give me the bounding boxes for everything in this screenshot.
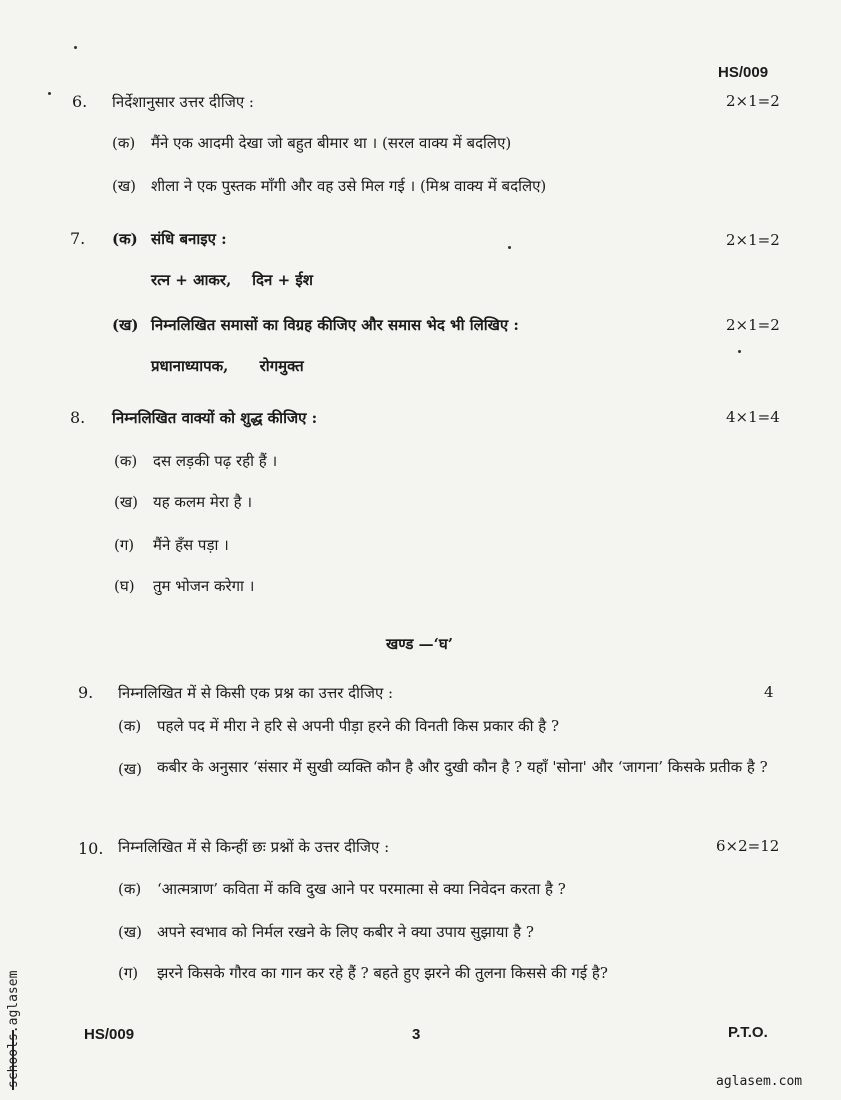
- sub-question-text: दस लड़की पढ़ रही हैं ।: [153, 452, 278, 470]
- page-number: 3: [412, 1026, 421, 1043]
- question-number: 9.: [78, 683, 94, 702]
- question-marks: 2×1=2: [726, 92, 780, 110]
- scan-mark: [508, 246, 511, 249]
- sub-question-text: मैंने एक आदमी देखा जो बहुत बीमार था । (सरल वाक्य में बदलिए): [151, 134, 512, 152]
- sub-question-label: (ख): [112, 316, 139, 334]
- sub-question-label: (ख): [118, 923, 142, 941]
- sandhi-items: रत्न + आकर, दिन + ईश: [151, 271, 313, 289]
- sub-question-text: पहले पद में मीरा ने हरि से अपनी पीड़ा हरने की विनती किस प्रकार की है ?: [157, 717, 560, 735]
- question-marks: 2×1=2: [726, 316, 780, 334]
- pto-label: P.T.O.: [728, 1024, 768, 1041]
- sub-question-label: (क): [118, 717, 142, 735]
- sub-question-label: (ग): [118, 964, 139, 982]
- scan-mark: [48, 92, 51, 95]
- sub-question-label: (क): [112, 134, 136, 152]
- side-watermark: schools.aglasem: [6, 970, 21, 1088]
- sub-question-label: (क): [118, 880, 142, 898]
- scan-mark: [74, 46, 77, 49]
- sub-question-text: झरने किसके गौरव का गान कर रहे हैं ? बहते हुए झरने की तुलना किससे की गई है?: [157, 964, 608, 982]
- question-marks: 6×2=12: [716, 837, 780, 855]
- section-title: खण्ड —‘घ’: [386, 635, 453, 653]
- question-instruction: निम्नलिखित वाक्यों को शुद्ध कीजिए :: [112, 409, 318, 427]
- sub-question-label: (ख): [112, 177, 136, 195]
- question-instruction: निम्नलिखित में से किन्हीं छः प्रश्नों के उत्तर दीजिए :: [118, 838, 390, 856]
- sub-question-text: शीला ने एक पुस्तक माँगी और वह उसे मिल गई । (मिश्र वाक्य में बदलिए): [151, 177, 547, 195]
- footer-paper-code: HS/009: [84, 1026, 135, 1043]
- sub-question-label: (ख): [114, 493, 138, 511]
- question-marks: 4: [764, 683, 774, 701]
- question-marks: 4×1=4: [726, 408, 780, 426]
- sub-question-text: मैंने हँस पड़ा ।: [153, 536, 229, 554]
- question-number: 6.: [72, 92, 88, 111]
- question-marks: 2×1=2: [726, 231, 780, 249]
- question-instruction: निर्देशानुसार उत्तर दीजिए :: [112, 93, 254, 111]
- sub-question-label: (ख): [118, 760, 142, 778]
- sub-question-text: ‘आत्मत्राण’ कविता में कवि दुख आने पर परमात्मा से क्या निवेदन करता है ?: [157, 880, 566, 898]
- samas-items: प्रधानाध्यापक, रोगमुक्त: [151, 357, 304, 375]
- question-instruction: संधि बनाइए :: [151, 230, 227, 248]
- paper-code: HS/009: [718, 64, 769, 81]
- question-instruction: निम्नलिखित में से किसी एक प्रश्न का उत्तर दीजिए :: [118, 684, 394, 702]
- question-number: 10.: [78, 839, 104, 858]
- scan-mark: [738, 350, 741, 353]
- sub-question-text: कबीर के अनुसार ‘संसार में सुखी व्यक्ति कौन है और दुखी कौन है ? यहाँ 'सोना' और ‘जागना’ किसके प्रतीक है ?: [157, 758, 768, 776]
- question-number: 7.: [70, 229, 86, 248]
- sub-question-text: यह कलम मेरा है ।: [153, 493, 253, 511]
- sub-question-label: (घ): [114, 577, 135, 595]
- sub-question-label: (क): [112, 230, 138, 248]
- sub-question-text: अपने स्वभाव को निर्मल रखने के लिए कबीर ने क्या उपाय सुझाया है ?: [157, 923, 534, 941]
- question-number: 8.: [70, 408, 86, 427]
- question-instruction: निम्नलिखित समासों का विग्रह कीजिए और समास भेद भी लिखिए :: [151, 316, 519, 334]
- bottom-watermark: aglasem.com: [716, 1074, 803, 1089]
- sub-question-text: तुम भोजन करेगा ।: [153, 577, 255, 595]
- sub-question-label: (क): [114, 452, 138, 470]
- sub-question-label: (ग): [114, 536, 135, 554]
